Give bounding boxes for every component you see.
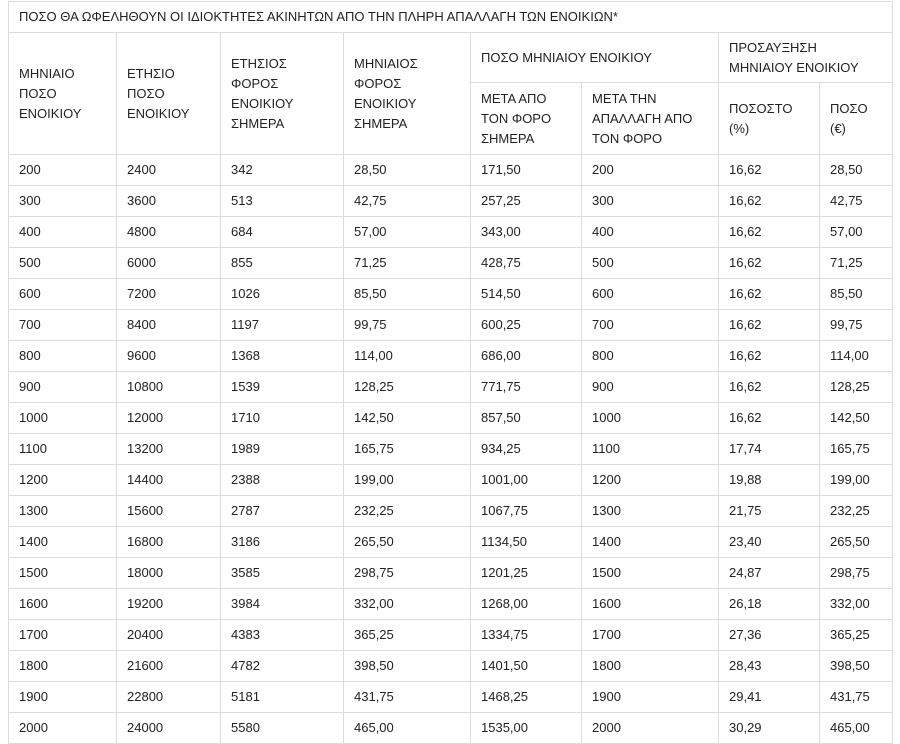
- header-increase-group: ΠΡΟΣΑΥΞΗΣΗ ΜΗΝΙΑΙΟΥ ΕΝΟΙΚΙΟΥ: [719, 33, 893, 83]
- net-after-tax-cell: 1268,00: [471, 589, 582, 620]
- annual-rent-cell: 3600: [117, 186, 221, 217]
- monthly-tax-cell: 332,00: [344, 589, 471, 620]
- net-after-exemption-cell: 400: [582, 217, 719, 248]
- increase-amount-cell: 128,25: [820, 372, 893, 403]
- increase-amount-cell: 298,75: [820, 558, 893, 589]
- increase-percent-cell: 29,41: [719, 682, 820, 713]
- annual-tax-cell: 513: [221, 186, 344, 217]
- annual-tax-cell: 1368: [221, 341, 344, 372]
- table-row: [9, 372, 893, 403]
- net-after-tax-cell: 934,25: [471, 434, 582, 465]
- rent-table-container: [8, 1, 892, 744]
- increase-percent-cell: 16,62: [719, 248, 820, 279]
- net-after-exemption-cell: 200: [582, 155, 719, 186]
- monthly-rent-cell: 1200: [9, 465, 117, 496]
- increase-amount-cell: 114,00: [820, 341, 893, 372]
- increase-amount-cell: 57,00: [820, 217, 893, 248]
- table-row: [9, 310, 893, 341]
- table-row: [9, 248, 893, 279]
- net-after-exemption-cell: 300: [582, 186, 719, 217]
- monthly-tax-cell: 398,50: [344, 651, 471, 682]
- monthly-rent-cell: 1800: [9, 651, 117, 682]
- table-row: [9, 434, 893, 465]
- annual-rent-cell: 2400: [117, 155, 221, 186]
- annual-rent-cell: 18000: [117, 558, 221, 589]
- annual-tax-cell: 2787: [221, 496, 344, 527]
- increase-amount-cell: 85,50: [820, 279, 893, 310]
- monthly-rent-cell: 800: [9, 341, 117, 372]
- increase-amount-cell: 28,50: [820, 155, 893, 186]
- net-after-exemption-cell: 1000: [582, 403, 719, 434]
- increase-percent-cell: 26,18: [719, 589, 820, 620]
- net-after-exemption-cell: 500: [582, 248, 719, 279]
- monthly-tax-cell: 232,25: [344, 496, 471, 527]
- increase-percent-cell: 17,74: [719, 434, 820, 465]
- annual-rent-cell: 15600: [117, 496, 221, 527]
- monthly-tax-cell: 265,50: [344, 527, 471, 558]
- annual-tax-cell: 4383: [221, 620, 344, 651]
- table-row: [9, 496, 893, 527]
- table-row: [9, 620, 893, 651]
- net-after-exemption-cell: 1700: [582, 620, 719, 651]
- net-after-tax-cell: 1001,00: [471, 465, 582, 496]
- monthly-rent-cell: 1500: [9, 558, 117, 589]
- table-body: [9, 155, 893, 744]
- monthly-rent-cell: 600: [9, 279, 117, 310]
- net-after-tax-cell: 771,75: [471, 372, 582, 403]
- annual-rent-cell: 21600: [117, 651, 221, 682]
- annual-tax-cell: 1989: [221, 434, 344, 465]
- monthly-tax-cell: 28,50: [344, 155, 471, 186]
- table-row: [9, 155, 893, 186]
- annual-rent-cell: 24000: [117, 713, 221, 744]
- monthly-tax-cell: 165,75: [344, 434, 471, 465]
- increase-amount-cell: 71,25: [820, 248, 893, 279]
- net-after-tax-cell: 514,50: [471, 279, 582, 310]
- net-after-exemption-cell: 2000: [582, 713, 719, 744]
- monthly-tax-cell: 71,25: [344, 248, 471, 279]
- table-row: [9, 682, 893, 713]
- increase-percent-cell: 19,88: [719, 465, 820, 496]
- header-annual-rent: ΕΤΗΣΙΟ ΠΟΣΟ ΕΝΟΙΚΙΟΥ: [117, 33, 221, 155]
- increase-percent-cell: 24,87: [719, 558, 820, 589]
- annual-tax-cell: 3186: [221, 527, 344, 558]
- table-row: [9, 558, 893, 589]
- annual-tax-cell: 855: [221, 248, 344, 279]
- rent-exemption-table: [8, 1, 893, 744]
- increase-percent-cell: 16,62: [719, 310, 820, 341]
- annual-rent-cell: 4800: [117, 217, 221, 248]
- monthly-rent-cell: 900: [9, 372, 117, 403]
- table-row: [9, 465, 893, 496]
- monthly-tax-cell: 431,75: [344, 682, 471, 713]
- annual-rent-cell: 19200: [117, 589, 221, 620]
- increase-amount-cell: 199,00: [820, 465, 893, 496]
- increase-percent-cell: 23,40: [719, 527, 820, 558]
- header-net-after-exemption: ΜΕΤΑ ΤΗΝ ΑΠΑΛΛΑΓΗ ΑΠΟ ΤΟΝ ΦΟΡΟ: [582, 83, 719, 155]
- increase-amount-cell: 99,75: [820, 310, 893, 341]
- header-net-monthly-group: ΠΟΣΟ ΜΗΝΙΑΙΟΥ ΕΝΟΙΚΙΟΥ: [471, 33, 719, 83]
- annual-tax-cell: 1197: [221, 310, 344, 341]
- annual-tax-cell: 1539: [221, 372, 344, 403]
- header-annual-tax: ΕΤΗΣΙΟΣ ΦΟΡΟΣ ΕΝΟΙΚΙΟΥ ΣΗΜΕΡΑ: [221, 33, 344, 155]
- monthly-tax-cell: 142,50: [344, 403, 471, 434]
- table-row: [9, 651, 893, 682]
- net-after-exemption-cell: 1400: [582, 527, 719, 558]
- annual-rent-cell: 22800: [117, 682, 221, 713]
- net-after-exemption-cell: 1500: [582, 558, 719, 589]
- net-after-tax-cell: 171,50: [471, 155, 582, 186]
- table-row: [9, 279, 893, 310]
- annual-rent-cell: 10800: [117, 372, 221, 403]
- header-monthly-tax: ΜΗΝΙΑΙΟΣ ΦΟΡΟΣ ΕΝΟΙΚΙΟΥ ΣΗΜΕΡΑ: [344, 33, 471, 155]
- table-row: [9, 186, 893, 217]
- monthly-tax-cell: 128,25: [344, 372, 471, 403]
- increase-percent-cell: 16,62: [719, 155, 820, 186]
- increase-percent-cell: 28,43: [719, 651, 820, 682]
- increase-amount-cell: 42,75: [820, 186, 893, 217]
- monthly-tax-cell: 365,25: [344, 620, 471, 651]
- monthly-rent-cell: 1400: [9, 527, 117, 558]
- header-increase-amount: ΠΟΣΟ (€): [820, 83, 893, 155]
- table-row: [9, 403, 893, 434]
- increase-percent-cell: 16,62: [719, 341, 820, 372]
- increase-percent-cell: 16,62: [719, 186, 820, 217]
- net-after-exemption-cell: 1900: [582, 682, 719, 713]
- table-header: [9, 2, 893, 155]
- monthly-tax-cell: 99,75: [344, 310, 471, 341]
- monthly-rent-cell: 1700: [9, 620, 117, 651]
- net-after-tax-cell: 1067,75: [471, 496, 582, 527]
- table-row: [9, 713, 893, 744]
- monthly-tax-cell: 57,00: [344, 217, 471, 248]
- annual-rent-cell: 12000: [117, 403, 221, 434]
- net-after-tax-cell: 857,50: [471, 403, 582, 434]
- net-after-exemption-cell: 700: [582, 310, 719, 341]
- monthly-rent-cell: 1000: [9, 403, 117, 434]
- increase-amount-cell: 232,25: [820, 496, 893, 527]
- annual-tax-cell: 2388: [221, 465, 344, 496]
- net-after-tax-cell: 1134,50: [471, 527, 582, 558]
- annual-tax-cell: 1026: [221, 279, 344, 310]
- annual-rent-cell: 9600: [117, 341, 221, 372]
- increase-percent-cell: 30,29: [719, 713, 820, 744]
- monthly-rent-cell: 400: [9, 217, 117, 248]
- net-after-tax-cell: 1535,00: [471, 713, 582, 744]
- increase-percent-cell: 21,75: [719, 496, 820, 527]
- increase-percent-cell: 16,62: [719, 403, 820, 434]
- net-after-exemption-cell: 1100: [582, 434, 719, 465]
- annual-tax-cell: 1710: [221, 403, 344, 434]
- monthly-tax-cell: 199,00: [344, 465, 471, 496]
- annual-tax-cell: 5580: [221, 713, 344, 744]
- monthly-rent-cell: 500: [9, 248, 117, 279]
- monthly-tax-cell: 85,50: [344, 279, 471, 310]
- net-after-exemption-cell: 1300: [582, 496, 719, 527]
- net-after-exemption-cell: 1200: [582, 465, 719, 496]
- increase-amount-cell: 398,50: [820, 651, 893, 682]
- annual-rent-cell: 13200: [117, 434, 221, 465]
- monthly-rent-cell: 700: [9, 310, 117, 341]
- annual-rent-cell: 20400: [117, 620, 221, 651]
- net-after-tax-cell: 428,75: [471, 248, 582, 279]
- monthly-rent-cell: 1600: [9, 589, 117, 620]
- increase-percent-cell: 27,36: [719, 620, 820, 651]
- monthly-tax-cell: 114,00: [344, 341, 471, 372]
- increase-amount-cell: 465,00: [820, 713, 893, 744]
- annual-rent-cell: 8400: [117, 310, 221, 341]
- annual-rent-cell: 14400: [117, 465, 221, 496]
- increase-amount-cell: 431,75: [820, 682, 893, 713]
- annual-rent-cell: 16800: [117, 527, 221, 558]
- table-row: [9, 527, 893, 558]
- annual-tax-cell: 4782: [221, 651, 344, 682]
- net-after-tax-cell: 600,25: [471, 310, 582, 341]
- increase-amount-cell: 265,50: [820, 527, 893, 558]
- header-increase-percent: ΠΟΣΟΣΤΟ (%): [719, 83, 820, 155]
- monthly-rent-cell: 1300: [9, 496, 117, 527]
- net-after-tax-cell: 1201,25: [471, 558, 582, 589]
- monthly-rent-cell: 1100: [9, 434, 117, 465]
- annual-tax-cell: 3984: [221, 589, 344, 620]
- table-row: [9, 217, 893, 248]
- monthly-rent-cell: 2000: [9, 713, 117, 744]
- header-net-after-tax: ΜΕΤΑ ΑΠΟ ΤΟΝ ΦΟΡΟ ΣΗΜΕΡΑ: [471, 83, 582, 155]
- increase-amount-cell: 165,75: [820, 434, 893, 465]
- net-after-tax-cell: 1334,75: [471, 620, 582, 651]
- net-after-exemption-cell: 900: [582, 372, 719, 403]
- annual-tax-cell: 684: [221, 217, 344, 248]
- header-monthly-rent: ΜΗΝΙΑΙΟ ΠΟΣΟ ΕΝΟΙΚΙΟΥ: [9, 33, 117, 155]
- increase-percent-cell: 16,62: [719, 372, 820, 403]
- monthly-rent-cell: 200: [9, 155, 117, 186]
- net-after-tax-cell: 343,00: [471, 217, 582, 248]
- annual-rent-cell: 6000: [117, 248, 221, 279]
- net-after-tax-cell: 1401,50: [471, 651, 582, 682]
- increase-amount-cell: 332,00: [820, 589, 893, 620]
- net-after-exemption-cell: 800: [582, 341, 719, 372]
- monthly-rent-cell: 1900: [9, 682, 117, 713]
- net-after-exemption-cell: 1800: [582, 651, 719, 682]
- annual-tax-cell: 3585: [221, 558, 344, 589]
- increase-amount-cell: 365,25: [820, 620, 893, 651]
- table-row: [9, 341, 893, 372]
- annual-tax-cell: 5181: [221, 682, 344, 713]
- net-after-tax-cell: 257,25: [471, 186, 582, 217]
- monthly-tax-cell: 42,75: [344, 186, 471, 217]
- table-row: [9, 589, 893, 620]
- increase-amount-cell: 142,50: [820, 403, 893, 434]
- increase-percent-cell: 16,62: [719, 217, 820, 248]
- monthly-tax-cell: 465,00: [344, 713, 471, 744]
- annual-tax-cell: 342: [221, 155, 344, 186]
- net-after-exemption-cell: 1600: [582, 589, 719, 620]
- monthly-rent-cell: 300: [9, 186, 117, 217]
- net-after-exemption-cell: 600: [582, 279, 719, 310]
- monthly-tax-cell: 298,75: [344, 558, 471, 589]
- table-title: ΠΟΣΟ ΘΑ ΩΦΕΛΗΘΟΥΝ ΟΙ ΙΔΙΟΚΤΗΤΕΣ ΑΚΙΝΗΤΩΝ ΑΠΟ ΤΗΝ ΠΛΗΡΗ ΑΠΑΛΛΑΓΗ ΤΩΝ ΕΝΟΙΚΙΩΝ*: [9, 2, 893, 33]
- annual-rent-cell: 7200: [117, 279, 221, 310]
- net-after-tax-cell: 1468,25: [471, 682, 582, 713]
- increase-percent-cell: 16,62: [719, 279, 820, 310]
- net-after-tax-cell: 686,00: [471, 341, 582, 372]
